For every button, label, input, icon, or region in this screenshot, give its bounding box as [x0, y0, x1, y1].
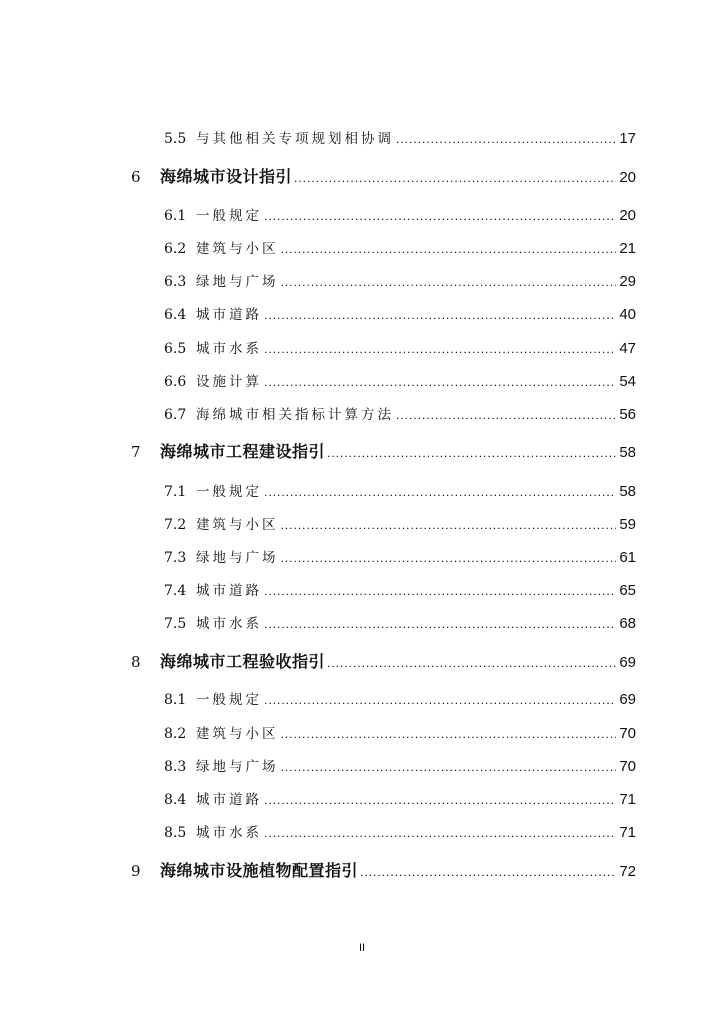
dot-leader	[281, 546, 617, 570]
toc-entry-8-2[interactable]	[0, 722, 724, 746]
toc-entry-number: 7	[131, 443, 141, 461]
toc-entry-page: 21	[619, 240, 636, 257]
dot-leader	[264, 337, 616, 361]
toc-entry-6-1[interactable]	[0, 204, 724, 228]
toc-entry-page: 58	[619, 444, 636, 461]
toc-entry-number: 8.3	[164, 759, 187, 775]
toc-entry-page: 20	[619, 169, 636, 186]
toc-entry-title: 海绵城市设施植物配置指引	[160, 861, 359, 880]
toc-entry-number: 8	[131, 653, 141, 671]
toc-entry-5-5[interactable]	[0, 127, 724, 151]
toc-entry-7-5[interactable]	[0, 612, 724, 636]
dot-leader	[281, 270, 617, 294]
dot-leader	[264, 788, 616, 812]
toc-entry-number: 6.7	[164, 407, 187, 423]
toc-entry-6-2[interactable]	[0, 237, 724, 261]
toc-entry-title: 一般规定	[196, 208, 262, 224]
toc-entry-6-3[interactable]	[0, 270, 724, 294]
dot-leader	[327, 651, 616, 675]
dot-leader	[281, 722, 617, 746]
toc-entry-8-5[interactable]	[0, 821, 724, 845]
toc-entry-9[interactable]	[0, 859, 724, 883]
toc-entry-number: 6.1	[164, 208, 187, 224]
toc-entry-title: 设施计算	[196, 374, 262, 390]
toc-entry-title: 城市水系	[196, 825, 262, 841]
toc-entry-6-7[interactable]	[0, 403, 724, 427]
toc-entry-title: 海绵城市工程验收指引	[160, 652, 326, 671]
toc-entry-page: 29	[619, 273, 636, 290]
toc-entry-page: 71	[619, 791, 636, 808]
toc-entry-number: 6.4	[164, 307, 187, 323]
toc-entry-title: 城市道路	[196, 583, 262, 599]
toc-entry-page: 68	[619, 615, 636, 632]
toc-entry-title: 一般规定	[196, 484, 262, 500]
toc-entry-number: 6.5	[164, 341, 187, 357]
toc-entry-6[interactable]	[0, 165, 724, 189]
toc-entry-6-6[interactable]	[0, 370, 724, 394]
toc-entry-title: 绿地与广场	[196, 550, 279, 566]
toc-entry-title: 海绵城市设计指引	[160, 167, 293, 186]
dot-leader	[327, 441, 616, 465]
dot-leader	[264, 480, 616, 504]
toc-entry-page: 59	[619, 516, 636, 533]
toc-entry-number: 8.1	[164, 692, 187, 708]
toc-entry-7-4[interactable]	[0, 579, 724, 603]
dot-leader	[281, 237, 617, 261]
toc-entry-number: 6.3	[164, 274, 187, 290]
toc-entry-page: 40	[619, 306, 636, 323]
dot-leader	[264, 688, 616, 712]
toc-entry-8-4[interactable]	[0, 788, 724, 812]
toc-entry-number: 8.5	[164, 825, 187, 841]
toc-entry-number: 7.2	[164, 517, 187, 533]
dot-leader	[264, 370, 616, 394]
toc-entry-number: 7.5	[164, 616, 187, 632]
toc-entry-page: 58	[619, 483, 636, 500]
toc-entry-number: 8.2	[164, 726, 187, 742]
toc-entry-8[interactable]	[0, 650, 724, 674]
toc-entry-6-4[interactable]	[0, 303, 724, 327]
dot-leader	[396, 127, 616, 151]
toc-entry-title: 海绵城市工程建设指引	[160, 442, 326, 461]
toc-entry-page: 47	[619, 340, 636, 357]
toc-entry-number: 7.1	[164, 484, 187, 500]
toc-entry-page: 17	[619, 130, 636, 147]
footer-page-number: II	[358, 942, 366, 954]
toc-entry-title: 一般规定	[196, 692, 262, 708]
toc-entry-title: 城市水系	[196, 616, 262, 632]
dot-leader	[264, 579, 616, 603]
toc-entry-title: 建筑与小区	[196, 517, 279, 533]
toc-entry-title: 城市道路	[196, 307, 262, 323]
dot-leader	[264, 303, 616, 327]
dot-leader	[294, 166, 616, 190]
toc-entry-6-5[interactable]	[0, 337, 724, 361]
toc-entry-page: 70	[619, 725, 636, 742]
toc-entry-number: 5.5	[164, 131, 187, 147]
dot-leader	[264, 821, 616, 845]
toc-entry-title: 建筑与小区	[196, 241, 279, 257]
toc-entry-title: 城市水系	[196, 341, 262, 357]
toc-entry-page: 54	[619, 373, 636, 390]
dot-leader	[360, 860, 616, 884]
toc-entry-number: 6.6	[164, 374, 187, 390]
toc-entry-number: 6	[131, 168, 141, 186]
toc-entry-number: 7.3	[164, 550, 187, 566]
toc-entry-title: 城市道路	[196, 792, 262, 808]
toc-entry-page: 72	[619, 863, 636, 880]
toc-entry-title: 绿地与广场	[196, 274, 279, 290]
toc-entry-8-3[interactable]	[0, 755, 724, 779]
toc-entry-page: 56	[619, 406, 636, 423]
toc-entry-7[interactable]	[0, 440, 724, 464]
toc-entry-7-2[interactable]	[0, 513, 724, 537]
toc-entry-title: 绿地与广场	[196, 759, 279, 775]
toc-entry-page: 69	[619, 654, 636, 671]
toc-entry-number: 7.4	[164, 583, 187, 599]
toc-entry-page: 20	[619, 207, 636, 224]
dot-leader	[264, 204, 616, 228]
toc-entry-page: 71	[619, 824, 636, 841]
toc-entry-title: 海绵城市相关指标计算方法	[196, 407, 394, 423]
toc-entry-title: 建筑与小区	[196, 726, 279, 742]
toc-entry-8-1[interactable]	[0, 688, 724, 712]
toc-entry-number: 8.4	[164, 792, 187, 808]
toc-entry-page: 69	[619, 691, 636, 708]
toc-entry-title: 与其他相关专项规划相协调	[196, 131, 394, 147]
toc-entry-number: 9	[131, 862, 141, 880]
toc-entry-number: 6.2	[164, 241, 187, 257]
dot-leader	[281, 513, 617, 537]
dot-leader	[281, 755, 617, 779]
toc-entry-7-1[interactable]	[0, 480, 724, 504]
dot-leader	[264, 612, 616, 636]
dot-leader	[396, 403, 616, 427]
toc-entry-7-3[interactable]	[0, 546, 724, 570]
toc-entry-page: 65	[619, 582, 636, 599]
toc-entry-page: 61	[619, 549, 636, 566]
toc-entry-page: 70	[619, 758, 636, 775]
